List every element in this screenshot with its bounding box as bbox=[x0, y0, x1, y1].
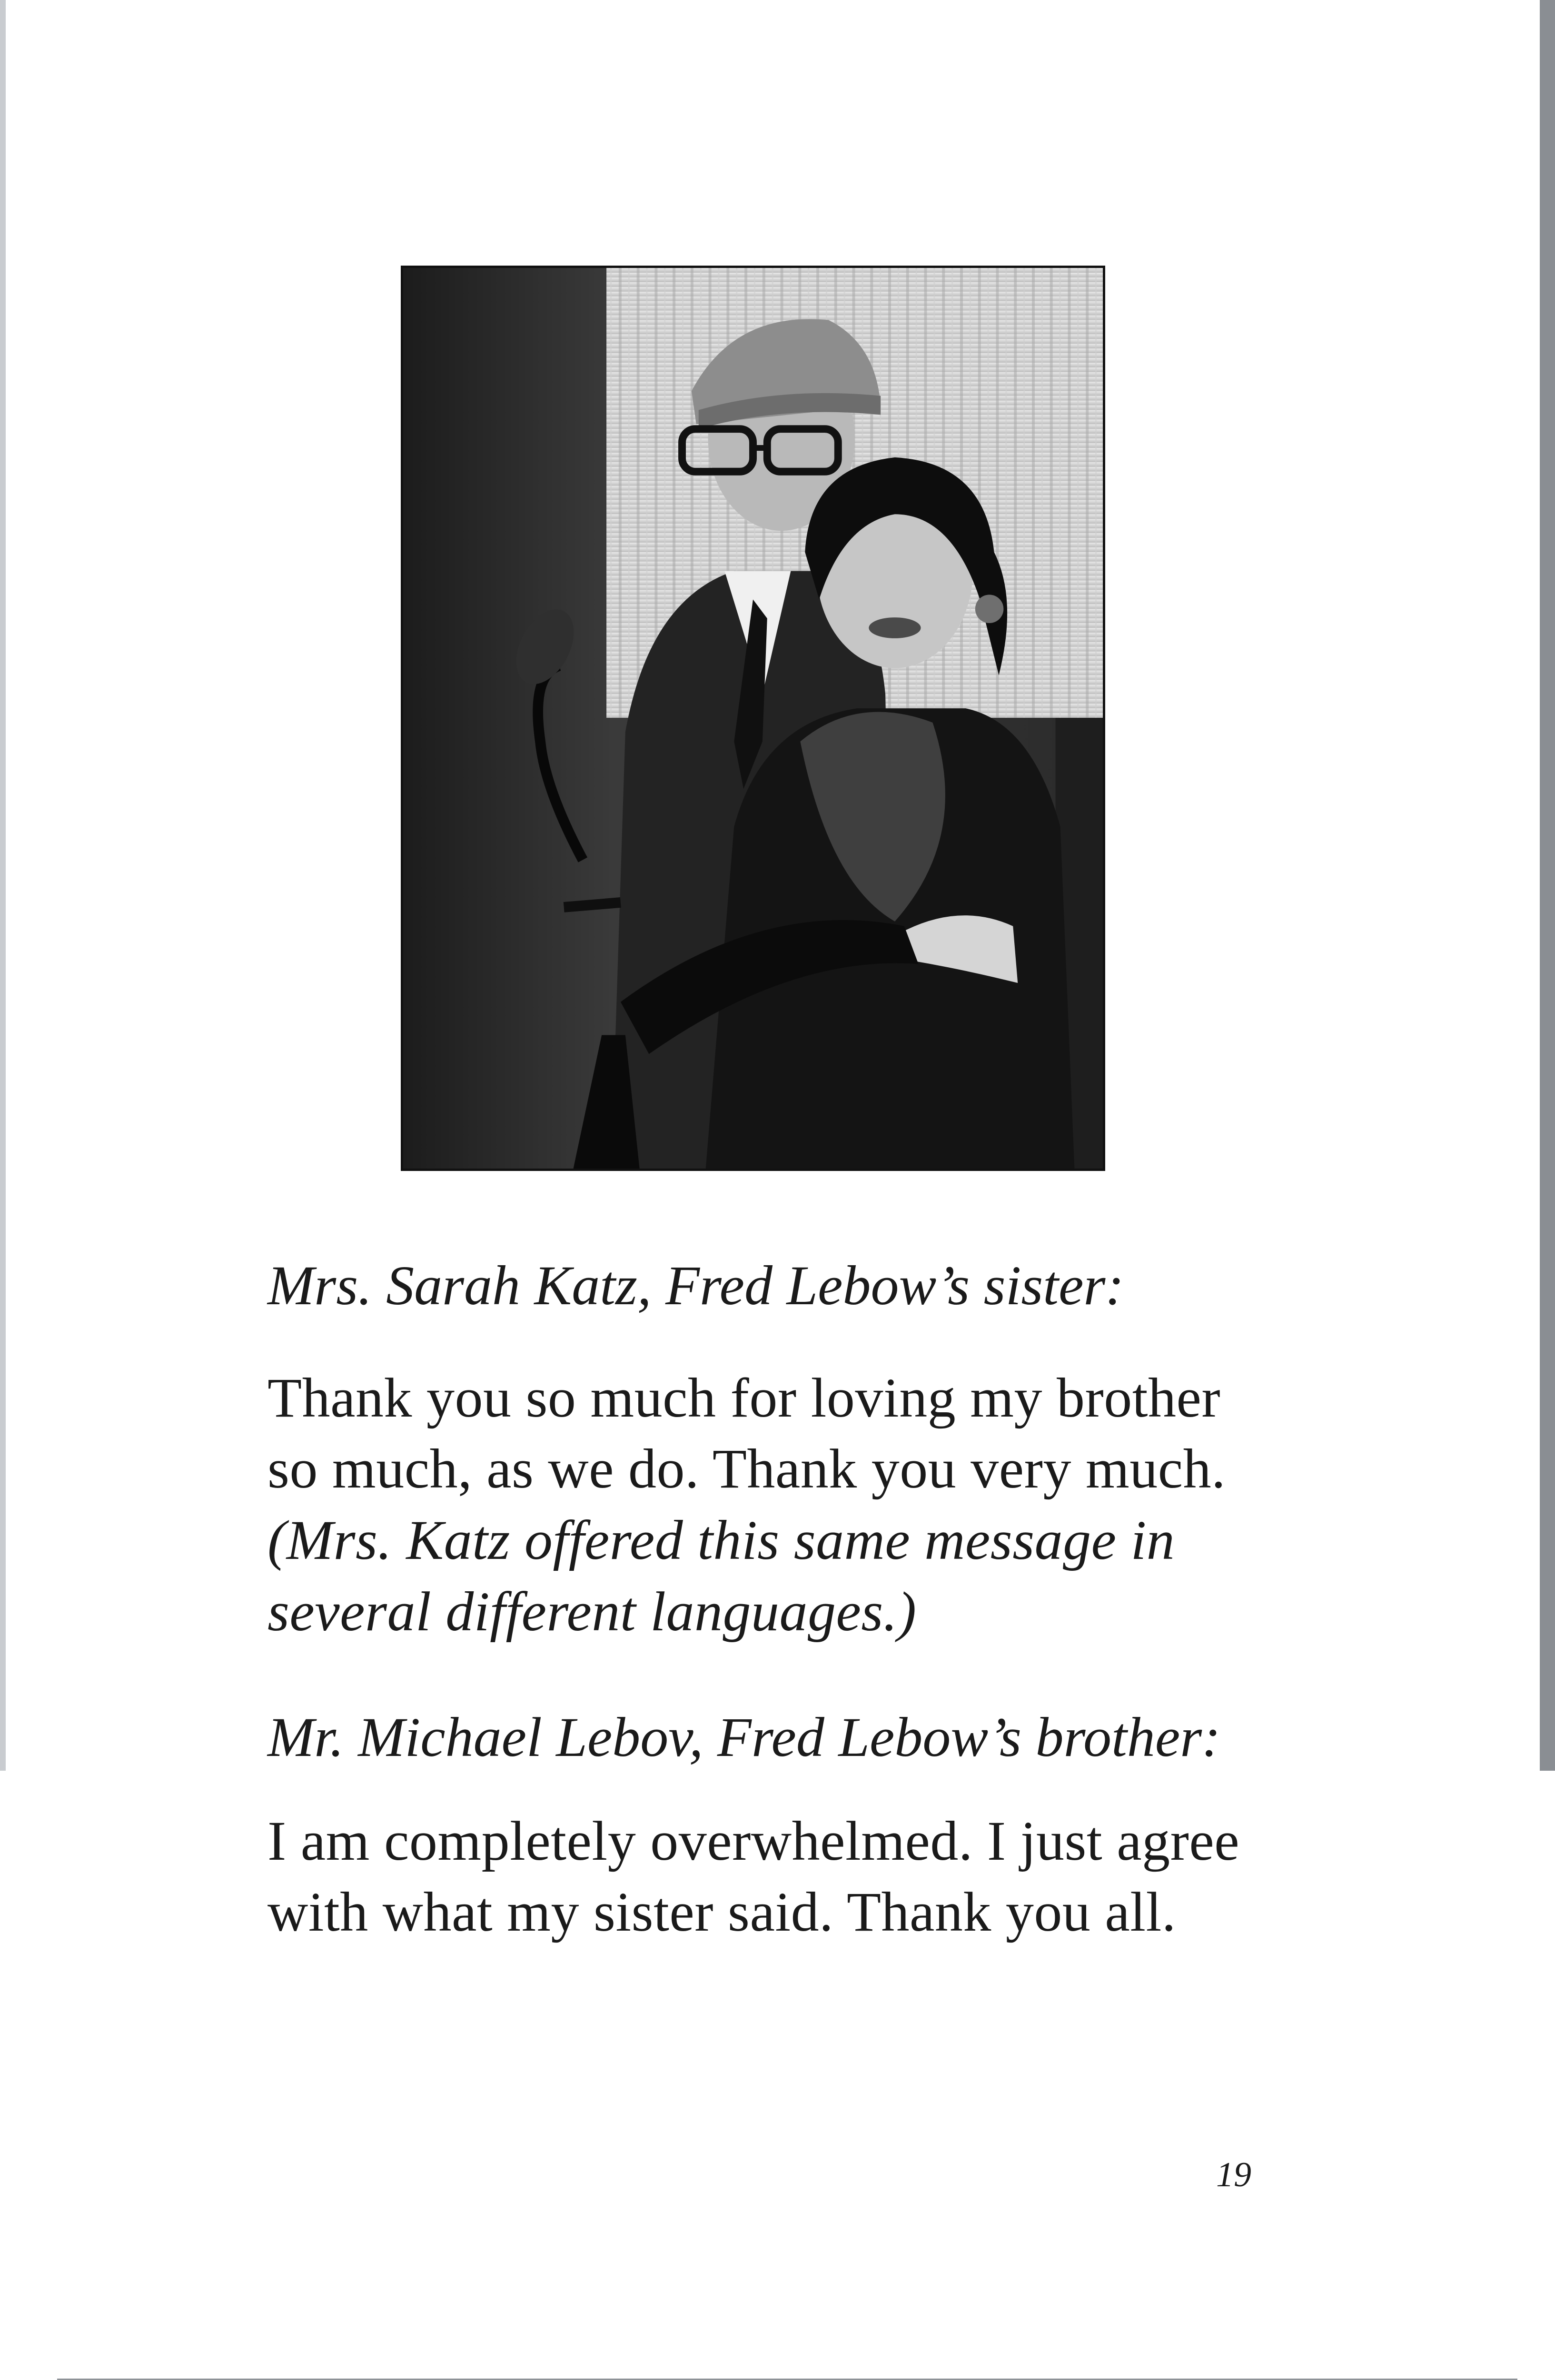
page-number: 19 bbox=[1216, 2155, 1251, 2194]
scan-edge-left bbox=[0, 0, 6, 1771]
quote-text: I am completely overwhelmed. I just agree with what my sister said. Thank you all. bbox=[267, 1809, 1240, 1944]
photograph bbox=[401, 266, 1105, 1171]
editorial-note: (Mrs. Katz offered this same message in several different languages.) bbox=[267, 1509, 1175, 1643]
photograph-image bbox=[403, 268, 1103, 1169]
quote-sister bbox=[267, 1362, 1258, 1647]
scan-edge-right bbox=[1540, 0, 1555, 1771]
quote-brother bbox=[267, 1805, 1258, 1948]
speaker-heading-brother: Mr. Michael Lebov, Fred Lebow’s brother: bbox=[267, 1706, 1221, 1769]
speaker-heading-sister: Mrs. Sarah Katz, Fred Lebow’s sister: bbox=[267, 1254, 1124, 1317]
quote-text: Thank you so much for loving my brother so much, as we do. Thank you very much. bbox=[267, 1366, 1226, 1500]
text-block bbox=[267, 1252, 1258, 1948]
